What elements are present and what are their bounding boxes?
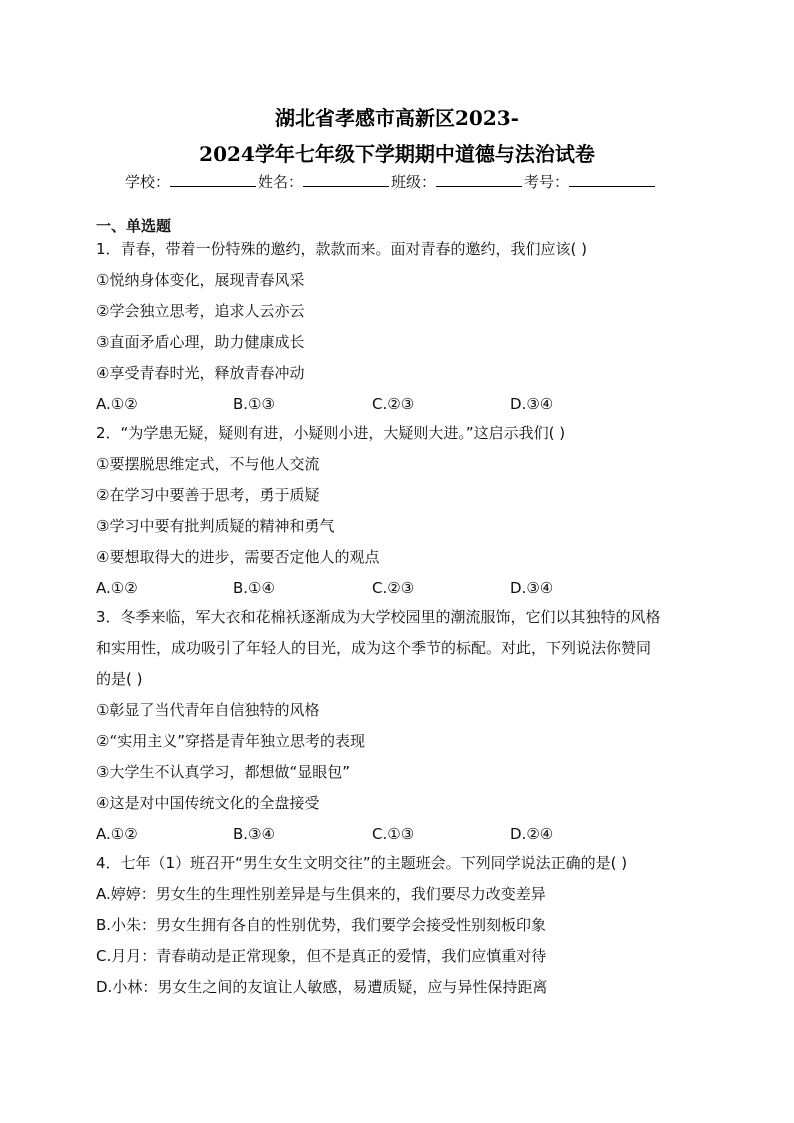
question-3-item-3: ③大学生不认真学习，都想做“显眼包” — [96, 763, 350, 781]
question-1-option-b[interactable]: B.①③ — [233, 395, 275, 413]
question-3-option-d[interactable]: D.②④ — [510, 825, 554, 843]
question-2-item-1: ①要摆脱思维定式，不与他人交流 — [96, 455, 320, 473]
question-4-option-a[interactable]: A.婷婷：男女生的生理性别差异是与生俱来的，我们要尽力改变差异 — [96, 885, 546, 903]
question-3-stem-line-1: 3．冬季来临，军大衣和花棉袄逐渐成为大学校园里的潮流服饰，它们以其独特的风格 — [96, 608, 661, 626]
question-1-stem: 1．青春，带着一份特殊的邀约，款款而来。面对青春的邀约，我们应该( ) — [96, 240, 588, 258]
class-label: 班级： — [391, 173, 437, 191]
question-2-option-d[interactable]: D.③④ — [510, 579, 554, 597]
exam-number-label: 考号： — [524, 173, 570, 191]
question-4-option-b[interactable]: B.小朱：男女生拥有各自的性别优势，我们要学会接受性别刻板印象 — [96, 916, 547, 934]
student-info-row — [125, 171, 657, 192]
question-1-item-4: ④享受青春时光，释放青春冲动 — [96, 364, 305, 382]
question-3-item-1: ①彰显了当代青年自信独特的风格 — [96, 701, 320, 719]
question-2-option-c[interactable]: C.②③ — [372, 579, 415, 597]
question-3-option-c[interactable]: C.①③ — [372, 825, 415, 843]
question-1-option-c[interactable]: C.②③ — [372, 395, 415, 413]
school-blank[interactable] — [170, 172, 256, 187]
question-1-option-a[interactable]: A.①② — [96, 395, 138, 413]
question-3-option-b[interactable]: B.③④ — [233, 825, 275, 843]
question-2-stem: 2．“为学患无疑，疑则有进，小疑则小进，大疑则大进。”这启示我们( ) — [96, 424, 566, 442]
question-2-option-a[interactable]: A.①② — [96, 579, 138, 597]
exam-number-blank[interactable] — [569, 172, 655, 187]
question-4-option-c[interactable]: C.月月：青春萌动是正常现象，但不是真正的爱情，我们应慎重对待 — [96, 947, 547, 965]
question-3-item-4: ④这是对中国传统文化的全盘接受 — [96, 794, 320, 812]
question-3-item-2: ②“实用主义”穿搭是青年独立思考的表现 — [96, 732, 365, 750]
school-label: 学校： — [125, 173, 171, 191]
question-1-item-3: ③直面矛盾心理，助力健康成长 — [96, 333, 305, 351]
question-3-stem-line-3: 的是( ) — [96, 670, 143, 688]
question-1-item-2: ②学会独立思考，追求人云亦云 — [96, 302, 305, 320]
name-label: 姓名： — [258, 173, 304, 191]
exam-title-line1: 湖北省孝感市高新区2023- — [275, 106, 519, 130]
question-4-option-d[interactable]: D.小林：男女生之间的友谊让人敏感，易遭质疑，应与异性保持距离 — [96, 978, 548, 996]
question-3-stem-line-2: 和实用性，成功吸引了年轻人的目光，成为这个季节的标配。对此，下列说法你赞同 — [96, 639, 652, 657]
question-1-option-d[interactable]: D.③④ — [510, 395, 554, 413]
question-2-item-2: ②在学习中要善于思考，勇于质疑 — [96, 486, 320, 504]
name-blank[interactable] — [303, 172, 389, 187]
question-2-item-4: ④要想取得大的进步，需要否定他人的观点 — [96, 548, 380, 566]
question-3-option-a[interactable]: A.①② — [96, 825, 138, 843]
question-2-item-3: ③学习中要有批判质疑的精神和勇气 — [96, 517, 335, 535]
question-1-item-1: ①悦纳身体变化，展现青春风采 — [96, 271, 305, 289]
question-2-option-b[interactable]: B.①④ — [233, 579, 275, 597]
class-blank[interactable] — [436, 172, 522, 187]
exam-title-line2: 2024学年七年级下学期期中道德与法治试卷 — [199, 142, 595, 166]
section-title: 一、单选题 — [96, 217, 172, 235]
question-4-stem: 4．七年（1）班召开“男生女生文明交往”的主题班会。下列同学说法正确的是( ) — [96, 854, 628, 872]
